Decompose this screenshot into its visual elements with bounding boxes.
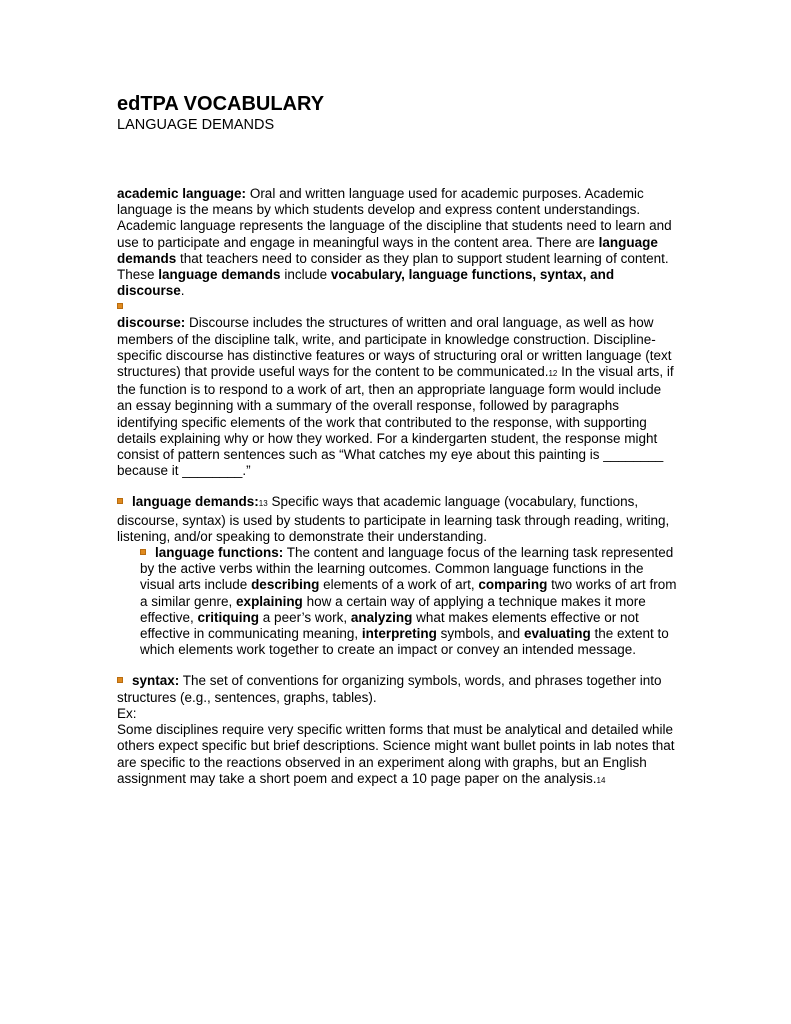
- syntax-example-text: Some disciplines require very specific written forms that must be analytical and detailed while others expect specific but brief descriptions. Science might want bullet points in lab notes that are specific to the reactions observed in an experiment along with graphs, but an English assignment may take a short poem and expect a 10 page paper on the analysis.14: [117, 722, 675, 786]
- square-bullet-icon: [117, 303, 123, 309]
- language-functions-definition: language functions: The content and language focus of the learning task represented by the active verbs within the learning outcomes. Common language functions in the visual arts include describing elements of a work of art, comparing two works of art from a similar genre, explaining how a certain way of applying a technique makes it more effective, critiquing a peer’s work, analyzing what makes elements effective or not effective in communicating meaning, interpreting symbols, and evaluating the extent to which elements work together to create an impact or convey an intended message.: [140, 545, 677, 658]
- page-subtitle: LANGUAGE DEMANDS: [117, 117, 275, 133]
- term-discourse: discourse:: [117, 315, 186, 331]
- term-syntax: syntax:: [132, 673, 180, 689]
- footnote-ref: 12: [548, 369, 558, 379]
- page-title: edTPA VOCABULARY: [117, 93, 325, 115]
- footnote-ref: 14: [596, 775, 606, 785]
- empty-bullet: [117, 299, 677, 315]
- square-bullet-icon: [140, 549, 146, 555]
- academic-language-definition: academic language: Oral and written language used for academic purposes. Academic language is the means by which students develop and express content understandings. Academic language represents the language of the discipline that students need to learn and use to participate and engage in meaningful ways in the content area. There are language demands that teachers need to consider as they plan to support student learning of content. These language demands include vocabulary, language functions, syntax, and discourse.: [117, 186, 672, 299]
- discourse-definition: discourse: Discourse includes the structures of written and oral language, as well as how members of the discipline talk, write, and participate in knowledge construction. Discipline-specific discourse has distinctive features or ways of structuring oral or written language (text structures) that provide useful ways for the content to be communicated.12 In the visual arts, if the function is to respond to a work of art, then an appropriate language form would include an essay beginning with a summary of the overall response, followed by paragraphs identifying specific elements of the work that contributed to the response, with supporting details explaining why or how they worked. For a kindergarten student, the response might consist of pattern sentences such as “What catches my eye about this painting is ________ because it ________.”: [117, 315, 674, 479]
- footnote-ref: 13: [258, 499, 268, 509]
- syntax-definition: syntax: The set of conventions for organizing symbols, words, and phrases together into structures (e.g., sentences, graphs, tables).: [117, 673, 662, 705]
- document-page: [117, 92, 677, 789]
- term-language-functions: language functions:: [155, 545, 284, 561]
- square-bullet-icon: [117, 677, 123, 683]
- square-bullet-icon: [117, 498, 123, 504]
- language-demands-definition: language demands:13 Specific ways that academic language (vocabulary, functions, discourse, syntax) is used by students to participate in learning task through reading, writing, listening, and/or speaking to demonstrate their understanding.: [117, 494, 670, 544]
- syntax-example-label: Ex:: [117, 705, 137, 721]
- term-language-demands: language demands:: [132, 494, 259, 510]
- term-academic-language: academic language:: [117, 186, 247, 201]
